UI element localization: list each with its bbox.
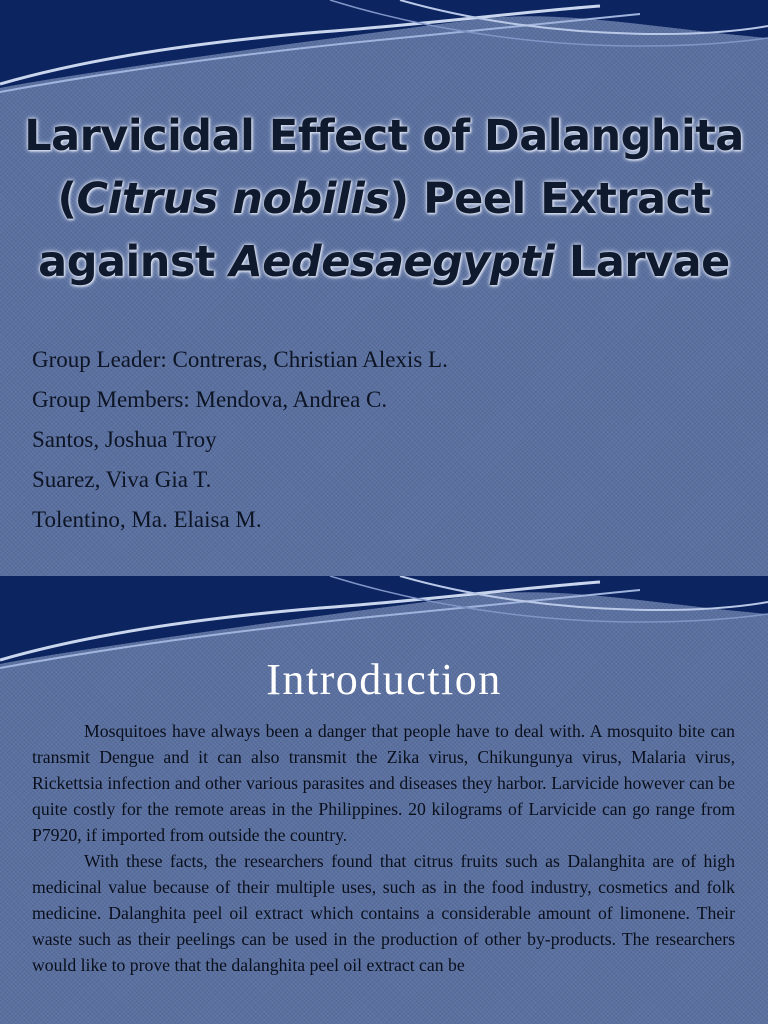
group-member: Suarez, Viva Gia T. xyxy=(32,467,212,492)
scientific-name-aedes: Aedesaegypti xyxy=(229,237,555,287)
header-wave-decoration xyxy=(0,0,768,95)
title-line-1 xyxy=(0,105,768,168)
title-line-2 xyxy=(0,168,768,231)
group-member: Tolentino, Ma. Elaisa M. xyxy=(32,507,262,532)
group-member: Group Members: Mendova, Andrea C. xyxy=(32,387,388,412)
slide-title xyxy=(0,105,768,294)
group-member: Santos, Joshua Troy xyxy=(32,427,217,452)
paragraph: With these facts, the researchers found that citrus fruits such as Dalanghita are of high medicinal value because of their multiple uses, such as in the food industry, cosmetics and folk medicine. Dalanghita peel oil extract which contains a considerable amount of limonene. Their waste such as their peelings can be used in the production of other by-products. The researchers would like to prove that the dalanghita peel oil extract can be xyxy=(32,851,735,975)
title-text: against xyxy=(38,237,230,287)
paragraph: Mosquitoes have always been a danger that people have to deal with. A mosquito bite can transmit Dengue and it can also transmit the Zika virus, Chikungunya virus, Malaria virus, Rickettsia infection and other various parasites and diseases they harbor. Larvicide however can be quite costly for the remote areas in the Philippines. 20 kilograms of Larvicide can go range from P7920, if imported from outside the country. xyxy=(32,721,735,845)
group-leader: Group Leader: Contreras, Christian Alexis L. xyxy=(32,347,448,372)
title-text: Larvicidal Effect of Dalanghita xyxy=(24,111,744,161)
title-line-3 xyxy=(0,231,768,294)
introduction-body xyxy=(32,718,735,978)
section-heading: Introduction xyxy=(266,655,502,704)
title-text: ) Peel Extract xyxy=(389,174,711,224)
scientific-name-citrus: Citrus nobilis xyxy=(76,174,390,224)
introduction-slide xyxy=(0,576,768,1024)
title-text: Larvae xyxy=(554,237,730,287)
title-paren: ( xyxy=(57,174,77,224)
group-members-list xyxy=(32,340,448,540)
